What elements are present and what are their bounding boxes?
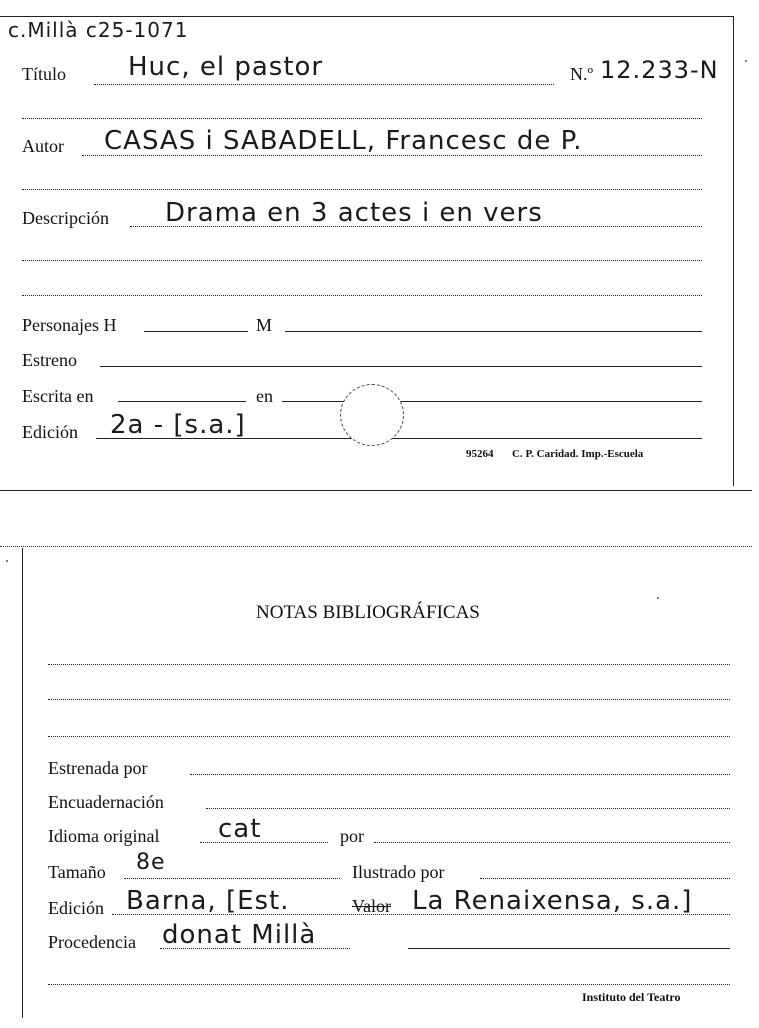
descripcion-line-3	[22, 295, 702, 296]
autor-line-2	[22, 189, 702, 190]
edicion2-value-b: La Renaixensa, s.a.]	[412, 886, 693, 916]
edicion2-struck: Valor	[352, 896, 391, 916]
personajes-h-line	[144, 331, 248, 332]
edicion-value: 2a - [s.a.]	[110, 410, 246, 440]
card2-top-edge	[0, 546, 752, 547]
tamano-value: 8e	[136, 850, 166, 875]
estreno-label: Estreno	[22, 350, 77, 370]
procedencia-label: Procedencia	[48, 932, 136, 952]
personajes-m-label: M	[256, 315, 273, 335]
punch-hole	[340, 384, 404, 446]
scan-speck	[745, 60, 747, 62]
archive-annotation: c.Millà c25-1071	[8, 18, 189, 42]
estrenada-label: Estrenada por	[48, 758, 148, 778]
edicion2-label: Edición	[48, 898, 104, 918]
printer-name: C. P. Caridad. Imp.-Escuela	[512, 448, 644, 460]
notas-line-2	[48, 699, 730, 700]
titulo-value: Huc, el pastor	[128, 52, 324, 82]
edicion-label: Edición	[22, 422, 78, 442]
card2-left-edge	[22, 548, 23, 1018]
idioma-value: cat	[218, 814, 262, 844]
procedencia-line-2	[408, 948, 730, 949]
institution-name: Instituto del Teatro	[582, 990, 681, 1004]
descripcion-label: Descripción	[22, 208, 109, 228]
notas-line-3	[48, 736, 730, 737]
notas-line-last	[48, 984, 730, 985]
encuadernacion-line	[206, 808, 730, 809]
autor-value: CASAS i SABADELL, Francesc de P.	[104, 126, 583, 156]
notas-heading: NOTAS BIBLIOGRÁFICAS	[256, 602, 480, 623]
titulo-label: Título	[22, 64, 66, 84]
descripcion-value: Drama en 3 actes i en vers	[165, 198, 543, 228]
estrenada-line	[190, 774, 730, 775]
estreno-line	[100, 366, 702, 367]
card-right-edge	[733, 16, 734, 486]
printer-number: 95264	[466, 448, 494, 460]
encuadernacion-label: Encuadernación	[48, 792, 164, 812]
ilustrado-label: Ilustrado por	[352, 862, 445, 882]
personajes-m-line	[285, 331, 702, 332]
card-bottom-edge	[0, 490, 752, 491]
escrita-line	[118, 401, 246, 402]
scan-speck	[657, 597, 659, 599]
scan-speck	[6, 560, 8, 562]
personajes-label: Personajes H	[22, 315, 117, 335]
autor-label: Autor	[22, 136, 64, 156]
numero-label: N.º	[570, 64, 594, 84]
idioma-por-line	[374, 842, 730, 843]
idioma-por-label: por	[340, 826, 364, 846]
escrita-en-label: en	[256, 386, 273, 406]
tamano-line	[124, 878, 340, 879]
ilustrado-line	[480, 878, 730, 879]
idioma-label: Idioma original	[48, 826, 160, 846]
numero-value: 12.233-N	[600, 56, 719, 84]
edicion2-value-a: Barna, [Est.	[126, 886, 290, 916]
notas-line-1	[48, 664, 730, 665]
procedencia-value: donat Millà	[162, 920, 317, 950]
descripcion-line-2	[22, 260, 702, 261]
escrita-label: Escrita en	[22, 386, 94, 406]
titulo-line-2	[22, 118, 702, 119]
tamano-label: Tamaño	[48, 862, 106, 882]
titulo-line	[94, 84, 554, 85]
card-top-edge	[0, 16, 733, 17]
